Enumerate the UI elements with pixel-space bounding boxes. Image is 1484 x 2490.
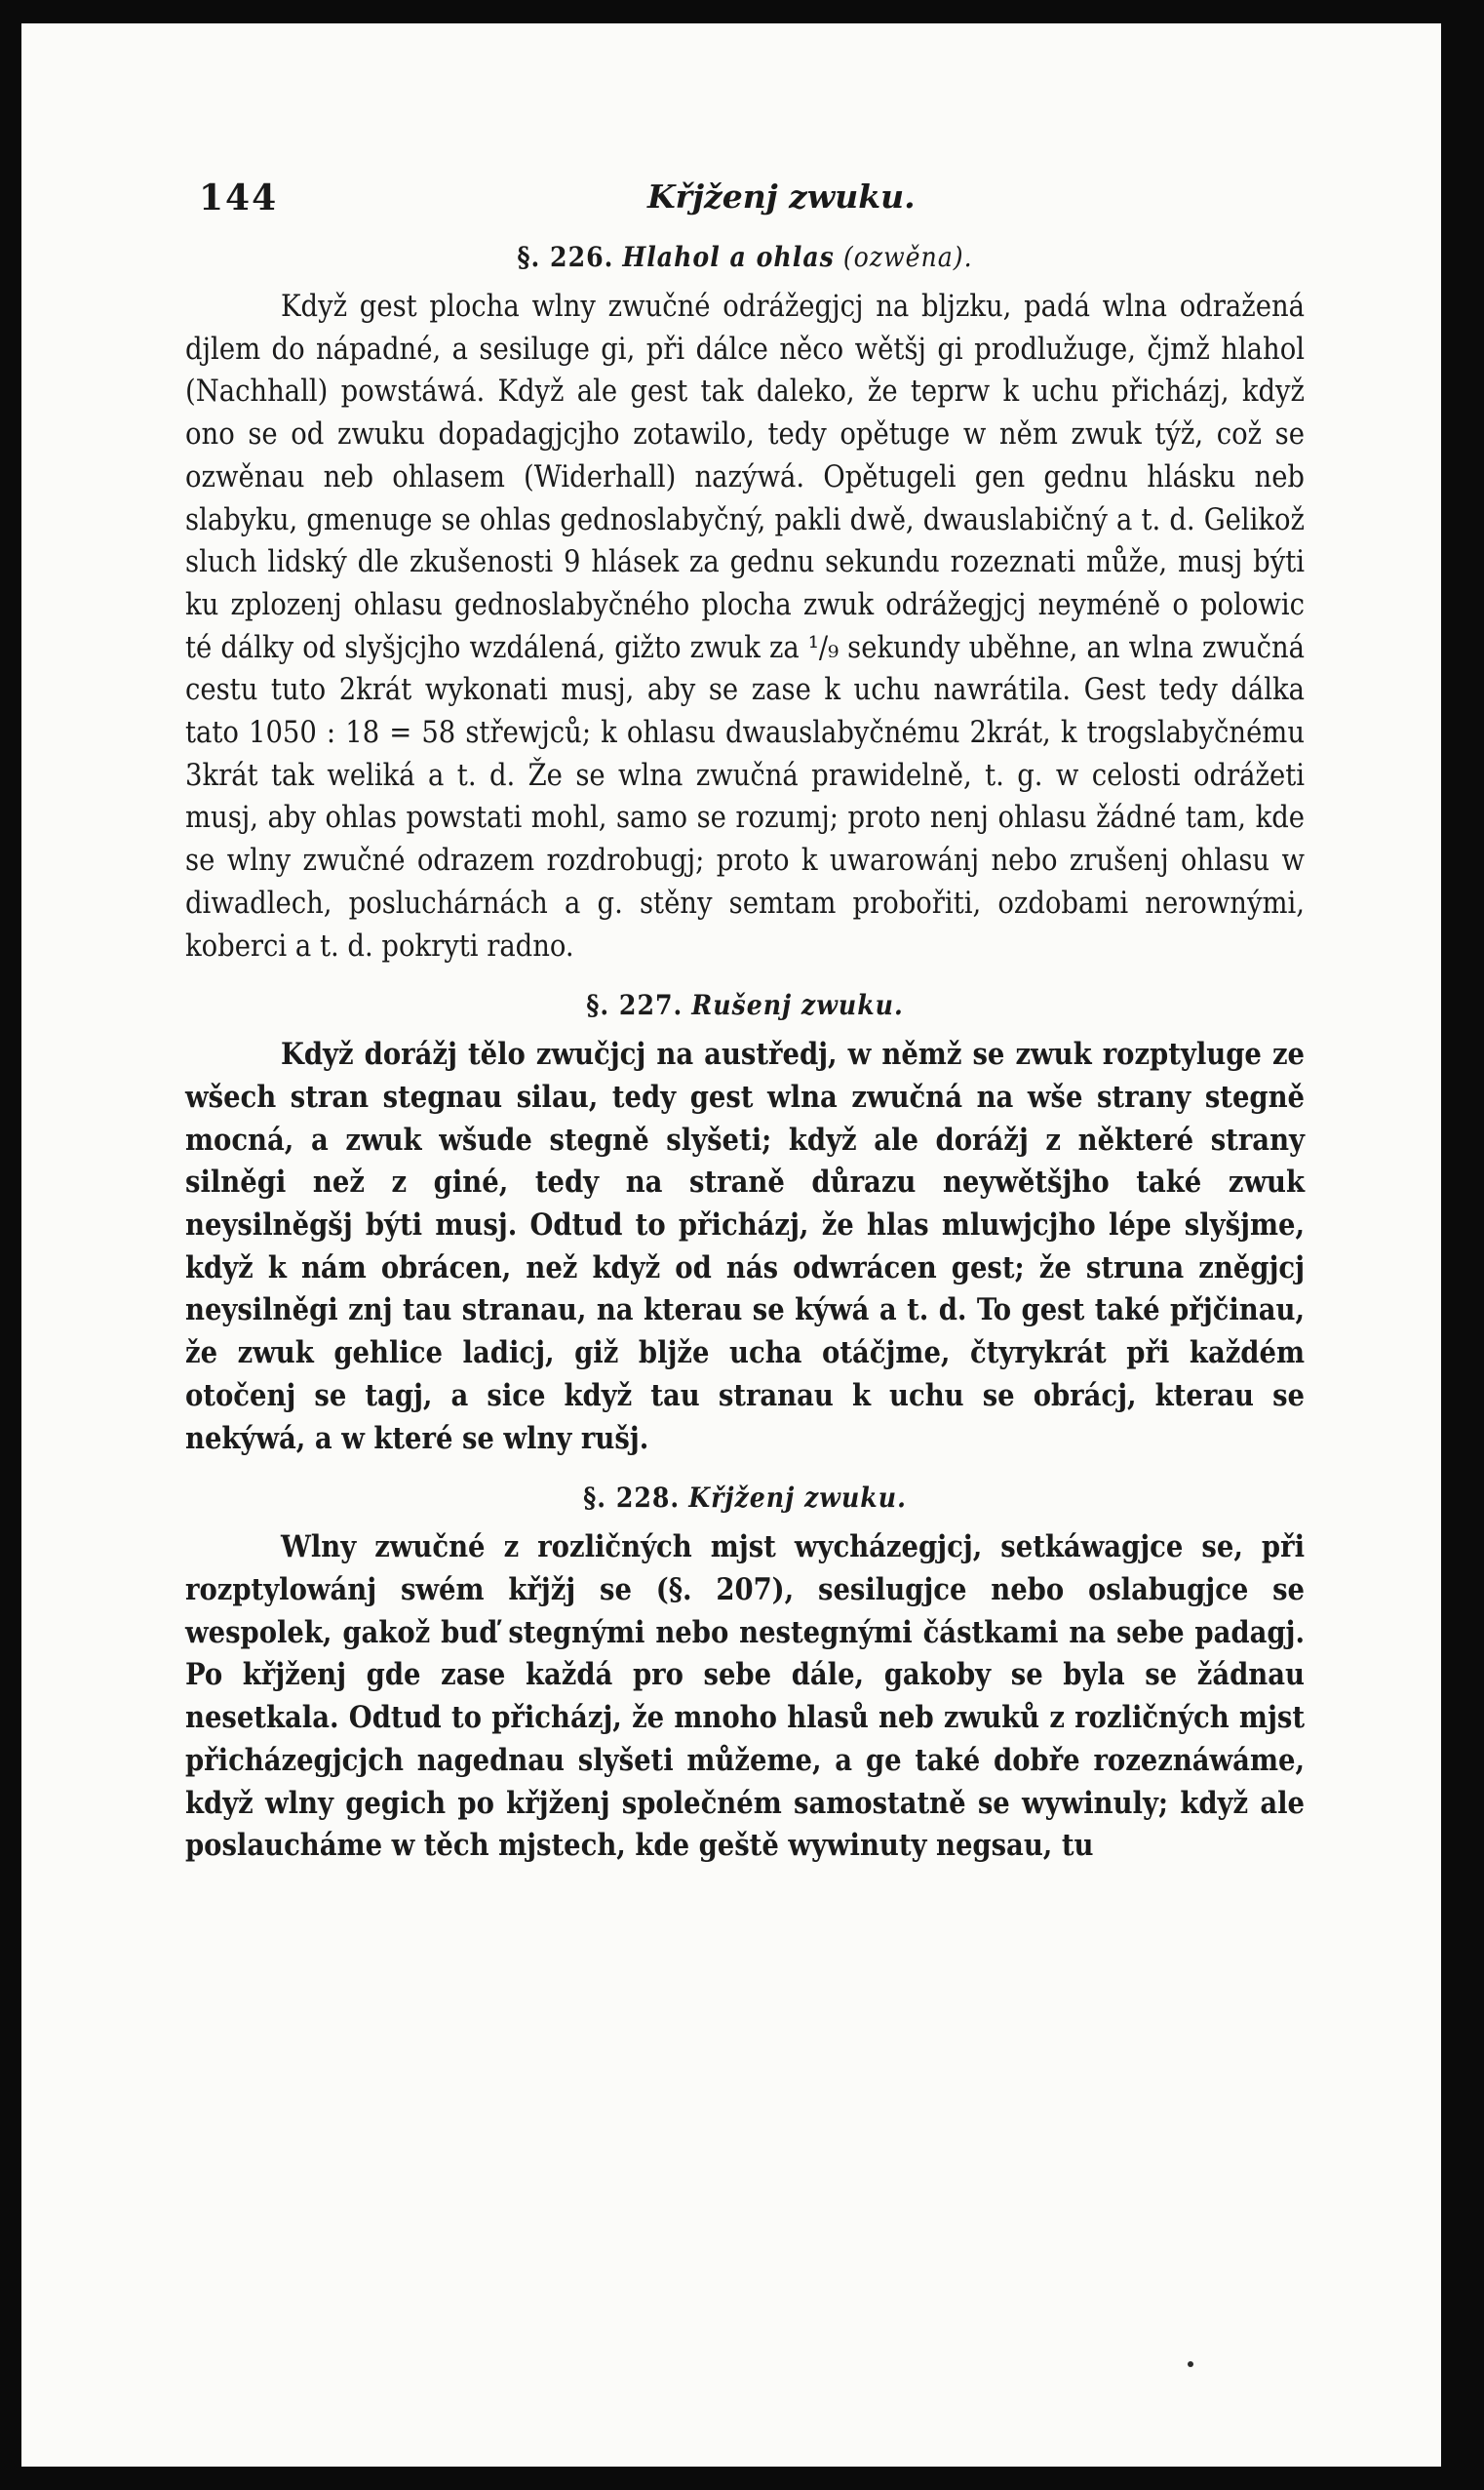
section-title: Křjženj zwuku. (688, 1482, 907, 1515)
section-number: §. 228. (583, 1482, 681, 1515)
section-number: §. 226. (517, 241, 614, 273)
page-body (185, 229, 1305, 1877)
ink-speck (1188, 2361, 1193, 2367)
paragraph-228: Wlny zwučné z rozličných mjst wycházegjcj, setkáwagjce se, při rozptylowánj swém křjžj se (§. 207), sesilugjce nebo oslabugjce se wespolek, gakož buď stegnými nebo nestegnými částkami na sebe padagj. Po křjženj gde zase každá pro sebe dále, gakoby se byla se žádnau nesetkala. Odtud to přicházj, že mnoho hlasů neb zwuků z rozličných mjst přicházegjcjch nagednau slyšeti můžeme, a ge také dobře rozeznáwáme, když wlny gegich po křjženj společném samostatně se wywinuly; když ale poslaucháme w těch mjstech, kde geště wywinuty negsau, tu (185, 1529, 1305, 1864)
section-title: Rušenj zwuku. (691, 989, 904, 1022)
paragraph-227: Když dorážj tělo zwučjcj na austředj, w němž se zwuk rozptyluge ze wšech stran stegnau silau, tedy gest wlna zwučná na wše strany stegně mocná, a zwuk wšude stegně slyšeti; když ale dorážj z některé strany silněgi než z giné, tedy na straně důrazu neywětšjho také zwuk neysilněgšj býti musj. Odtud to přicházj, že hlas mluwjcjho lépe slyšjme, když k nám obrácen, než když od nás odwrácen gest; že struna zněgjcj neysilněgi znj tau stranau, na kterau se kýwá a t. d. To gest také přjčinau, že zwuk gehlice ladicj, giž bljže ucha otáčjme, čtyrykrát při každém otočenj se tagj, a sice když tau stranau k uchu se obrácj, kterau se nekýwá, a w které se wlny rušj. (185, 1037, 1305, 1456)
section-heading-227 (185, 977, 1305, 1034)
paragraph-226: Když gest plocha wlny zwučné odrážegjcj na bljzku, padá wlna odražená djlem do nápadné, a sesiluge gi, při dálce něco wětšj gi prodlužuge, čjmž hlahol (Nachhall) powstáwá. Když ale gest tak daleko, že teprw k uchu přicházj, když ono se od zwuku dopadagjcjho zotawilo, tedy opětuge w něm zwuk týž, což se ozwěnau neb ohlasem (Widerhall) nazýwá. Opětugeli gen gednu hlásku neb slabyku, gmenuge se ohlas gednoslabyčný, pakli dwě, dwauslabičný a t. d. Gelikož sluch lidský dle zkušenosti 9 hlásek za gednu sekundu rozeznati může, musj býti ku zplozenj ohlasu gednoslabyčného plocha zwuk odrážegjcj neyméně o polowic té dálky od slyšjcjho wzdálená, gižto zwuk za ¹/₉ sekundy uběhne, an wlna zwučná cestu tuto 2krát wykonati musj, aby se zase k uchu nawrátila. Gest tedy dálka tato 1050 : 18 = 58 střewjců; k ohlasu dwauslabyčnému 2krát, k trogslabyčnému 3krát tak weliká a t. d. Že se wlna zwučná prawidelně, t. g. w celosti odrážeti musj, aby ohlas powstati mohl, samo se rozumj; proto nenj ohlasu žádné tam, kde se wlny zwučné odrazem rozdrobugj; proto k uwarowánj nebo zrušenj ohlasu w diwadlech, posluchárnách a g. stěny semtam probořiti, ozdobami nerownými, koberci a t. d. pokryti radno. (185, 290, 1305, 964)
running-title: Křjženj zwuku. (647, 178, 916, 216)
page-number: 144 (199, 178, 279, 218)
section-number: §. 227. (586, 989, 683, 1022)
section-heading-228 (185, 1470, 1305, 1526)
page-header (199, 178, 1347, 236)
section-gloss: (ozwěna). (842, 241, 973, 273)
section-heading-226 (185, 229, 1305, 286)
section-title: Hlahol a ohlas (622, 241, 835, 273)
